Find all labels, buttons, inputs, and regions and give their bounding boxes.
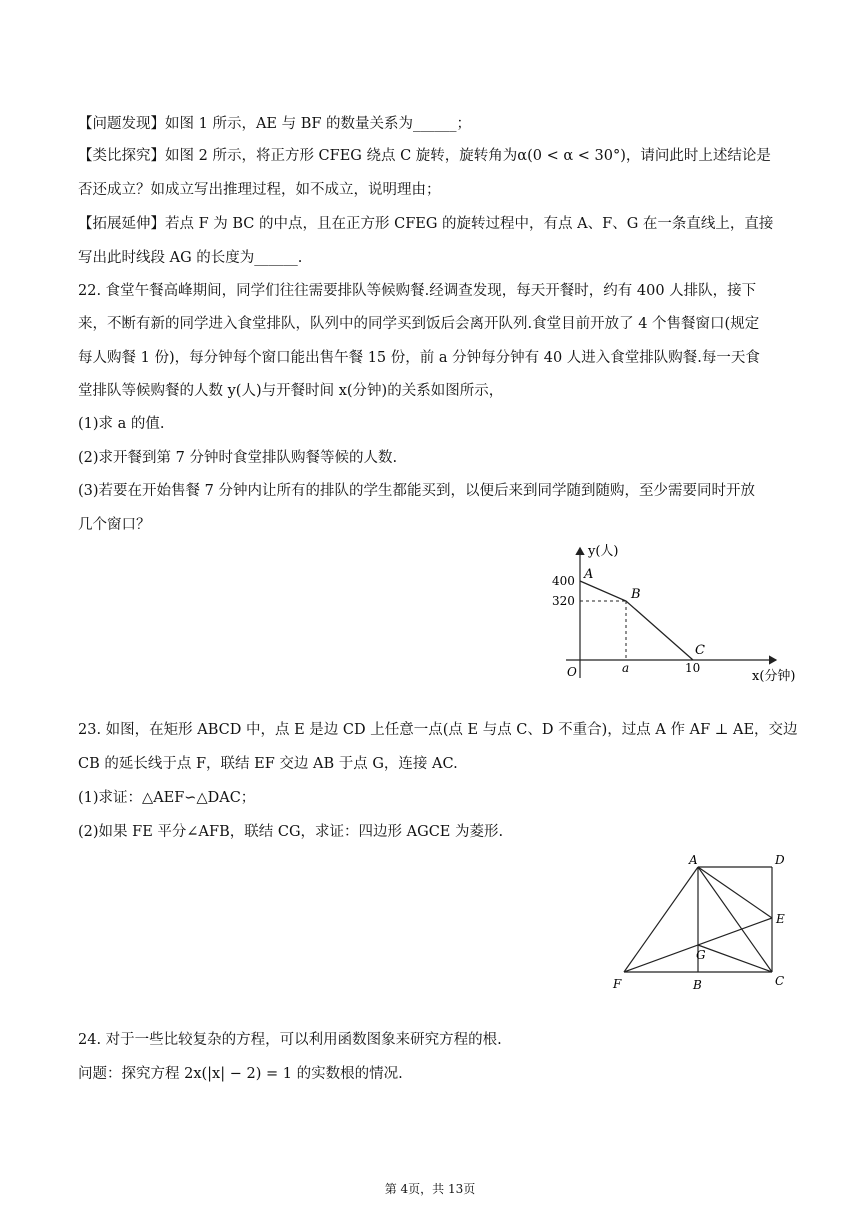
q22-line-2: 来，不断有新的同学进入食堂排队，队列中的同学买到饭后会离开队列.食堂目前开放了 4 个售餐窗口(规定 (78, 316, 760, 332)
queue-graph-svg (548, 538, 798, 688)
rect-label-d: D (775, 853, 785, 867)
rectangle-figure-svg (605, 845, 800, 995)
y-axis-label: y(人) (588, 544, 619, 559)
ytick-320: 320 (552, 594, 575, 608)
q22-part-3-line-1: (3)若要在开始售餐 7 分钟内让所有的排队的学生都能买到，以便后来到同学随到随购，至少需要同时开放 (78, 483, 755, 499)
queue-graph (548, 538, 798, 688)
q22-part-2: (2)求开餐到第 7 分钟时食堂排队购餐等候的人数. (78, 450, 398, 466)
text-line-5: 写出此时线段 AG 的长度为______. (78, 250, 303, 266)
q22-line-3: 每人购餐 1 份)，每分钟每个窗口能出售午餐 15 份，前 a 分钟每分钟有 40 人进入食堂排队购餐.每一天食 (78, 350, 760, 366)
q24-line-1: 24. 对于一些比较复杂的方程，可以利用函数图象来研究方程的根. (78, 1032, 502, 1048)
rect-label-e: E (776, 912, 785, 926)
q22-line-1: 22. 食堂午餐高峰期间，同学们往往需要排队等候购餐.经调查发现，每天开餐时，约有 400 人排队，接下 (78, 283, 757, 299)
xtick-10: 10 (685, 661, 701, 675)
rect-label-a: A (689, 853, 698, 867)
point-b-label: B (631, 587, 641, 602)
text-line-3: 否还成立？如成立写出推理过程，如不成立，说明理由； (78, 182, 441, 198)
text-line-4: 【拓展延伸】若点 F 为 BC 的中点，且在正方形 CFEG 的旋转过程中，有点 A、F、G 在一条直线上，直接 (78, 216, 774, 232)
point-c-label: C (695, 643, 705, 658)
q22-line-4: 堂排队等候购餐的人数 y(人)与开餐时间 x(分钟)的关系如图所示， (78, 383, 504, 399)
page-footer: 第 4页，共 13页 (384, 1182, 476, 1196)
q23-part-1: (1)求证：△AEF∽△DAC； (78, 790, 256, 806)
rect-label-c: C (775, 974, 785, 988)
q23-part-2: (2)如果 FE 平分∠AFB，联结 CG，求证：四边形 AGCE 为菱形. (78, 824, 504, 840)
ytick-400: 400 (552, 574, 575, 588)
q23-line-2: CB 的延长线于点 F，联结 EF 交边 AB 于点 G，连接 AC. (78, 756, 458, 772)
rect-label-f: F (613, 977, 622, 991)
q22-part-3-line-2: 几个窗口？ (78, 517, 151, 533)
text-line-1: 【问题发现】如图 1 所示，AE 与 BF 的数量关系为______； (78, 116, 472, 132)
q23-line-1: 23. 如图，在矩形 ABCD 中，点 E 是边 CD 上任意一点(点 E 与点 C、D 不重合)，过点 A 作 AF ⊥ AE，交边 (78, 722, 798, 738)
rectangle-figure (605, 845, 800, 995)
rect-label-g: G (696, 948, 706, 962)
q24-line-2: 问题：探究方程 2x(|x| − 2) = 1 的实数根的情况. (78, 1066, 403, 1082)
x-axis-label: x(分钟) (752, 669, 796, 684)
rect-label-b: B (693, 978, 702, 992)
point-a-label: A (584, 567, 594, 582)
xtick-a: a (622, 661, 630, 675)
q22-part-1: (1)求 a 的值. (78, 416, 165, 432)
text-line-2: 【类比探究】如图 2 所示，将正方形 CFEG 绕点 C 旋转，旋转角为α(0 < α < 30°)，请问此时上述结论是 (78, 148, 771, 164)
origin-label: O (567, 665, 577, 679)
